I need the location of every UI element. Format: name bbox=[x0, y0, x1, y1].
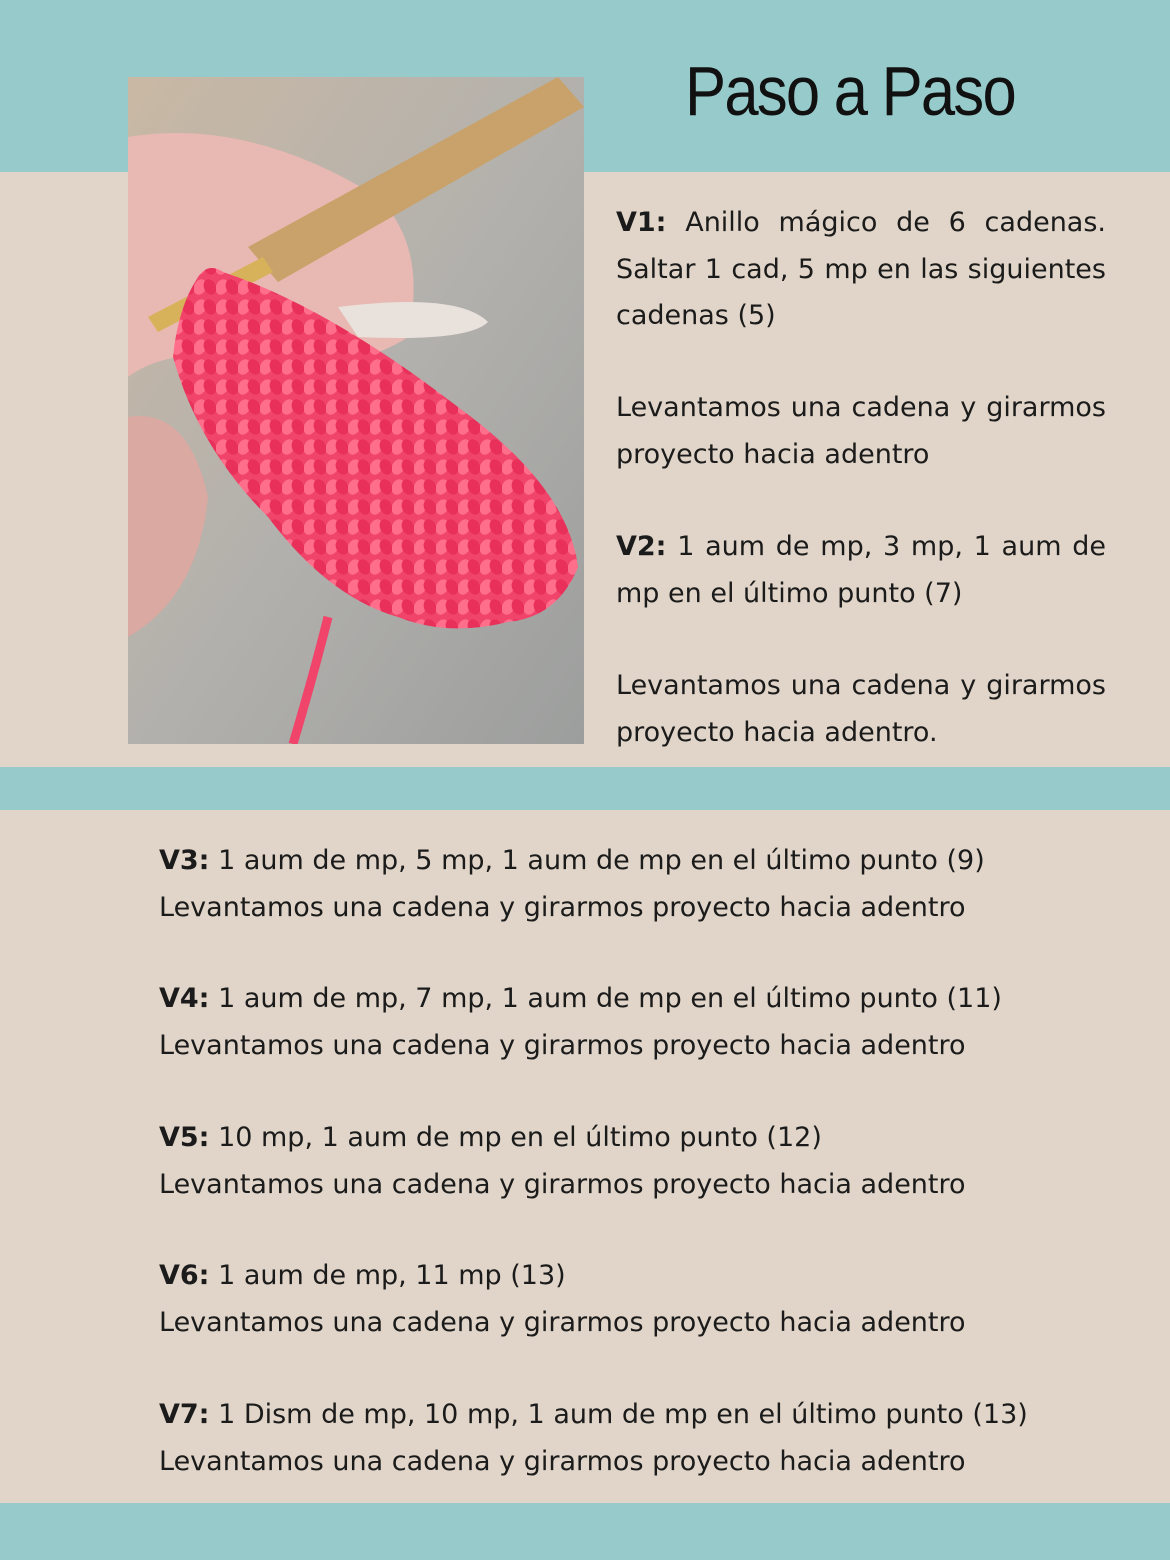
step-note: Levantamos una cadena y girarmos proyecto hacia adentro bbox=[159, 1168, 966, 1200]
step-note: Levantamos una cadena y girarmos proyecto hacia adentro bbox=[159, 1445, 966, 1477]
bottom-band bbox=[0, 1503, 1170, 1560]
step-text: Levantamos una cadena y girarmos proyecto hacia adentro bbox=[616, 392, 1106, 470]
step-text: 1 aum de mp, 5 mp, 1 aum de mp en el último punto (9) bbox=[209, 845, 985, 876]
middle-band bbox=[0, 767, 1170, 810]
step-v3 bbox=[159, 838, 1119, 931]
crochet-illustration bbox=[128, 77, 584, 744]
page-title: Paso a Paso bbox=[685, 52, 1015, 130]
step-text: 1 aum de mp, 3 mp, 1 aum de mp en el último punto (7) bbox=[616, 531, 1106, 609]
step-label: V1: bbox=[616, 207, 667, 238]
step-text: 1 Dism de mp, 10 mp, 1 aum de mp en el último punto (13) bbox=[209, 1399, 1028, 1430]
step-text: 1 aum de mp, 11 mp (13) bbox=[209, 1260, 566, 1291]
step-v5 bbox=[159, 1115, 1119, 1208]
step-note: Levantamos una cadena y girarmos proyecto hacia adentro bbox=[159, 1029, 966, 1061]
step-v6 bbox=[159, 1253, 1119, 1346]
step-note-2 bbox=[616, 663, 1106, 756]
step-v4 bbox=[159, 976, 1119, 1069]
step-label: V5: bbox=[159, 1122, 210, 1153]
step-v2 bbox=[616, 524, 1106, 617]
step-text: 10 mp, 1 aum de mp en el último punto (12) bbox=[209, 1122, 822, 1153]
step-note: Levantamos una cadena y girarmos proyecto hacia adentro bbox=[159, 891, 966, 923]
step-text: 1 aum de mp, 7 mp, 1 aum de mp en el último punto (11) bbox=[209, 983, 1002, 1014]
step-text: Levantamos una cadena y girarmos proyecto hacia adentro. bbox=[616, 670, 1106, 748]
step-v7 bbox=[159, 1392, 1119, 1485]
step-note: Levantamos una cadena y girarmos proyecto hacia adentro bbox=[159, 1306, 966, 1338]
crochet-photo bbox=[128, 77, 584, 744]
step-label: V4: bbox=[159, 983, 210, 1014]
step-label: V6: bbox=[159, 1260, 210, 1291]
step-v1 bbox=[616, 200, 1106, 340]
step-note-1 bbox=[616, 385, 1106, 478]
step-text: Anillo mágico de 6 cadenas. Saltar 1 cad, 5 mp en las siguientes cadenas (5) bbox=[616, 207, 1106, 331]
step-label: V2: bbox=[616, 531, 667, 562]
step-label: V7: bbox=[159, 1399, 210, 1430]
step-label: V3: bbox=[159, 845, 210, 876]
